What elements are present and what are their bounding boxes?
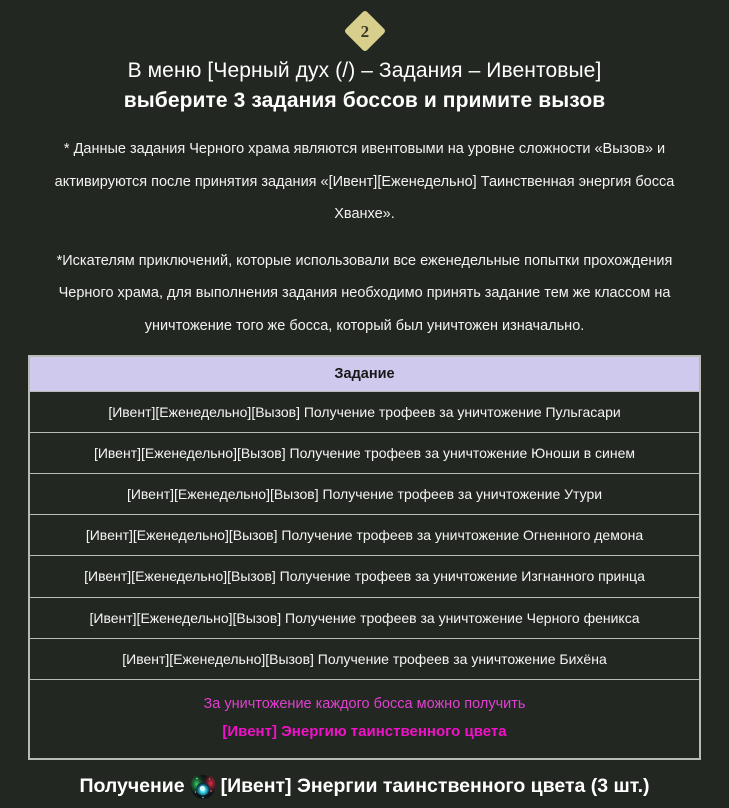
table-reward-row — [30, 679, 700, 758]
quest-name-cell: [Ивент][Еженедельно][Вызов] Получение трофеев за уничтожение Утури — [30, 474, 700, 515]
footer-heading-prefix: Получение — [79, 775, 185, 798]
quest-table — [29, 356, 700, 759]
quest-table-head — [30, 356, 700, 391]
reward-description: За уничтожение каждого босса можно получить — [203, 695, 526, 712]
step-badge-container — [0, 0, 729, 46]
quest-name-cell: [Ивент][Еженедельно][Вызов] Получение трофеев за уничтожение Огненного демона — [30, 515, 700, 556]
table-row — [30, 515, 700, 556]
reward-item-name: [Ивент] Энергию таинственного цвета — [222, 723, 507, 741]
note-item: *Искателям приключений, которые использовали все еженедельные попытки прохождения Черного храма, для выполнения задания необходимо принять задание тем же классом на уничтожение того же босса, который был уничтожен изначально. — [56, 252, 673, 334]
column-header-quest: Задание — [30, 356, 700, 391]
step-number-label: 2 — [360, 21, 369, 41]
table-row — [30, 391, 700, 432]
reward-cell — [30, 679, 700, 758]
table-row — [30, 432, 700, 473]
footer-heading-suffix: [Ивент] Энергии таинственного цвета (3 шт.) — [220, 775, 650, 798]
quest-name-cell: [Ивент][Еженедельно][Вызов] Получение трофеев за уничтожение Юноши в синем — [30, 432, 700, 473]
page-title-line-1: В меню [Черный дух (/) – Задания – Ивентовые] — [127, 59, 602, 82]
quest-table-container — [28, 355, 701, 760]
page-title — [0, 46, 729, 117]
notes-section — [0, 117, 729, 343]
table-row — [30, 638, 700, 679]
note-item: * Данные задания Черного храма являются ивентовыми на уровне сложности «Вызов» и активируются после принятия задания «[Ивент][Еженедельно] Таинственная энергия босса Хванхе». — [54, 140, 675, 223]
quest-table-body — [30, 391, 700, 758]
table-row — [30, 556, 700, 597]
quest-name-cell: [Ивент][Еженедельно][Вызов] Получение трофеев за уничтожение Бихёна — [30, 638, 700, 679]
quest-name-cell: [Ивент][Еженедельно][Вызов] Получение трофеев за уничтожение Черного феникса — [30, 597, 700, 638]
mystic-energy-orb-icon — [190, 774, 216, 800]
page-title-line-2: выберите 3 задания боссов и примите вызов — [123, 89, 606, 113]
quest-name-cell: [Ивент][Еженедельно][Вызов] Получение трофеев за уничтожение Изгнанного принца — [30, 556, 700, 597]
quest-name-cell: [Ивент][Еженедельно][Вызов] Получение трофеев за уничтожение Пульгасари — [30, 391, 700, 432]
table-row — [30, 597, 700, 638]
footer-heading — [0, 774, 729, 800]
table-row — [30, 474, 700, 515]
table-header-row — [30, 356, 700, 391]
